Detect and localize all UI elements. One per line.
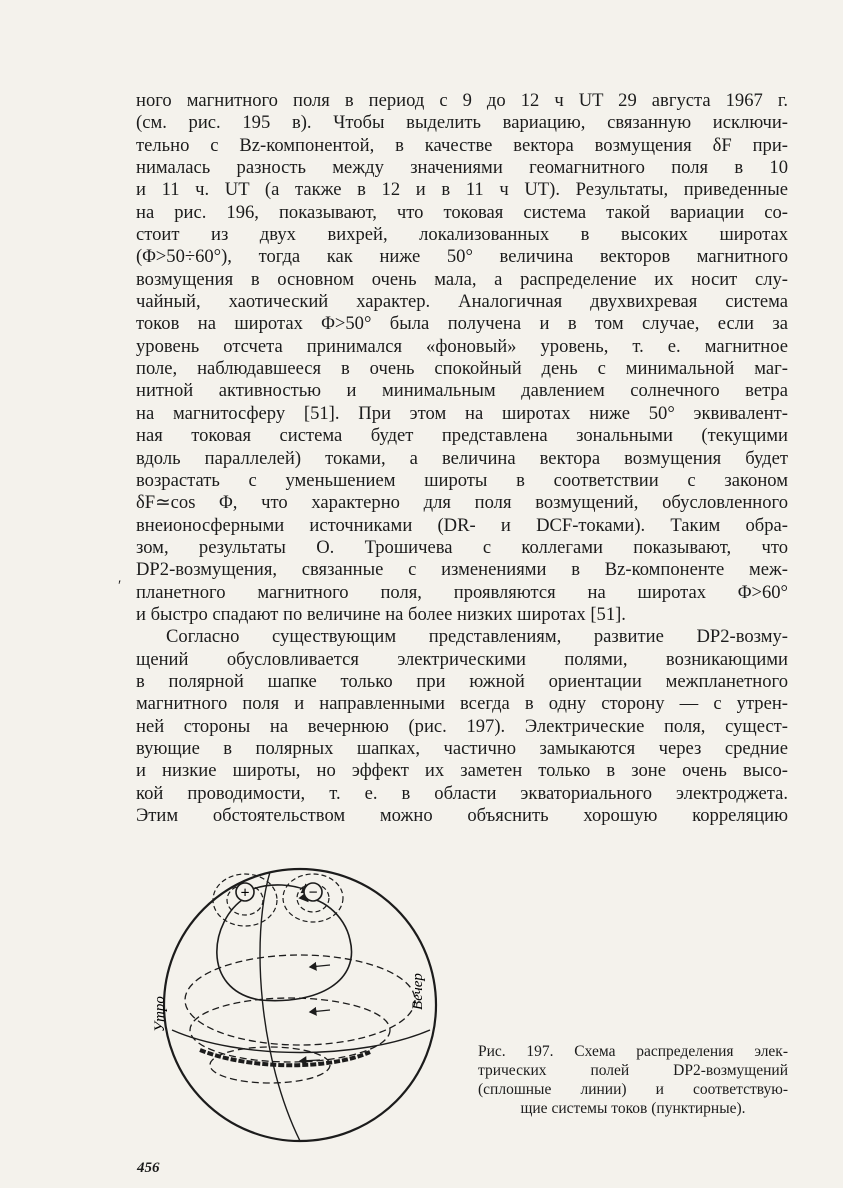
caption-line: трических полей DP2-возмущений bbox=[478, 1062, 788, 1079]
text-line: DP2-возмущения, связанные с изменениями в Bz-компоненте меж- bbox=[136, 559, 788, 581]
text-line: щений обусловливается электрическими полями, возникающими bbox=[136, 648, 788, 670]
text-line: чайный, хаотический характер. Аналогичная двухвихревая система bbox=[136, 291, 788, 313]
text-line: вдоль параллелей) токами, а величина вектора возмущения будет bbox=[136, 447, 788, 469]
text-line: внеионосферными источниками (DR- и DCF-токами). Таким обра- bbox=[136, 514, 788, 536]
label-morning: Утро bbox=[152, 996, 168, 1032]
text-line: кой проводимости, т. е. в области экваториального электроджета. bbox=[136, 782, 788, 804]
text-line: Согласно существующим представлениям, развитие DP2-возму- bbox=[166, 626, 788, 648]
text-line: и 11 ч. UT (а также в 12 и в 11 ч UT). Результаты, приведенные bbox=[136, 179, 788, 201]
text-line: уровень отсчета принимался «фоновый» уровень, т. е. магнитное bbox=[136, 335, 788, 357]
text-line: тельно с Bz-компонентой, в качестве вектора возмущения δF при- bbox=[136, 134, 788, 156]
text-line: на магнитосферу [51]. При этом на широтах ниже 50° эквивалент- bbox=[136, 402, 788, 424]
globe-outline bbox=[164, 869, 436, 1141]
text-line: (Φ>50÷60°), тогда как ниже 50° величина векторов магнитного bbox=[136, 246, 788, 268]
text-line: планетного магнитного поля, проявляются на широтах Φ>60° bbox=[136, 581, 788, 603]
minus-symbol: − bbox=[308, 884, 318, 902]
margin-mark: ʹ bbox=[118, 578, 122, 594]
text-line: зом, результаты О. Трошичева с коллегами показывают, что bbox=[136, 536, 788, 558]
text-line: в полярной шапке только при южной ориентации межпланетного bbox=[136, 670, 788, 692]
label-evening: Вечер bbox=[410, 973, 426, 1010]
current-arrow bbox=[310, 965, 330, 967]
text-line: стоит из двух вихрей, локализованных в высоких широтах bbox=[136, 224, 788, 246]
text-line: на рис. 196, показывают, что токовая система такой вариации со- bbox=[136, 201, 788, 223]
text-line: Этим обстоятельством можно объяснить хорошую корреляцию bbox=[136, 805, 788, 826]
caption-line: Рис. 197. Схема распределения элек- bbox=[478, 1043, 788, 1060]
text-line: ного магнитного поля в период с 9 до 12 ч UT 29 августа 1967 г. bbox=[136, 90, 788, 111]
body-text bbox=[136, 90, 788, 827]
current-arrow bbox=[310, 1010, 330, 1012]
page-number: 456 bbox=[137, 1160, 160, 1176]
plus-symbol: + bbox=[240, 884, 250, 902]
text-line: токов на широтах Φ>50° была получена и в том случае, если за bbox=[136, 313, 788, 335]
text-line: вующие в полярных шапках, частично замыкаются через средние bbox=[136, 737, 788, 759]
text-line: поле, наблюдавшееся в очень спокойный день с минимальной маг- bbox=[136, 358, 788, 380]
text-line: ная токовая система будет представлена зональными (текущими bbox=[136, 425, 788, 447]
text-line: и низкие широты, но эффект их заметен только в зоне очень высо- bbox=[136, 760, 788, 782]
text-line: и быстро спадают по величине на более низких широтах [51]. bbox=[136, 603, 626, 625]
text-line: магнитного поля и направленными всегда в одну сторону — с утрен- bbox=[136, 693, 788, 715]
text-line: возрастать с уменьшением широты в соответствии с законом bbox=[136, 469, 788, 491]
current-loop bbox=[185, 955, 415, 1045]
figure-197 bbox=[150, 860, 450, 1150]
caption-line: (сплошные линии) и соответствую- bbox=[478, 1081, 788, 1098]
text-line: нитной активностью и минимальным давлением солнечного ветра bbox=[136, 380, 788, 402]
text-line: нималась разность между значениями геомагнитного поля в 10 bbox=[136, 157, 788, 179]
globe-diagram bbox=[150, 860, 450, 1150]
caption-line: щие системы токов (пунктирные). bbox=[520, 1100, 746, 1117]
figure-caption bbox=[478, 1042, 788, 1118]
meridian-line bbox=[260, 872, 300, 1141]
text-line: возмущения в основном очень мала, а распределение их носит слу- bbox=[136, 268, 788, 290]
text-line: (см. рис. 195 в). Чтобы выделить вариацию, связанную исключи- bbox=[136, 112, 788, 134]
text-line: ней стороны на вечернюю (рис. 197). Электрические поля, сущест- bbox=[136, 715, 788, 737]
text-line: δF≃cos Φ, что характерно для поля возмущений, обусловленного bbox=[136, 492, 788, 514]
